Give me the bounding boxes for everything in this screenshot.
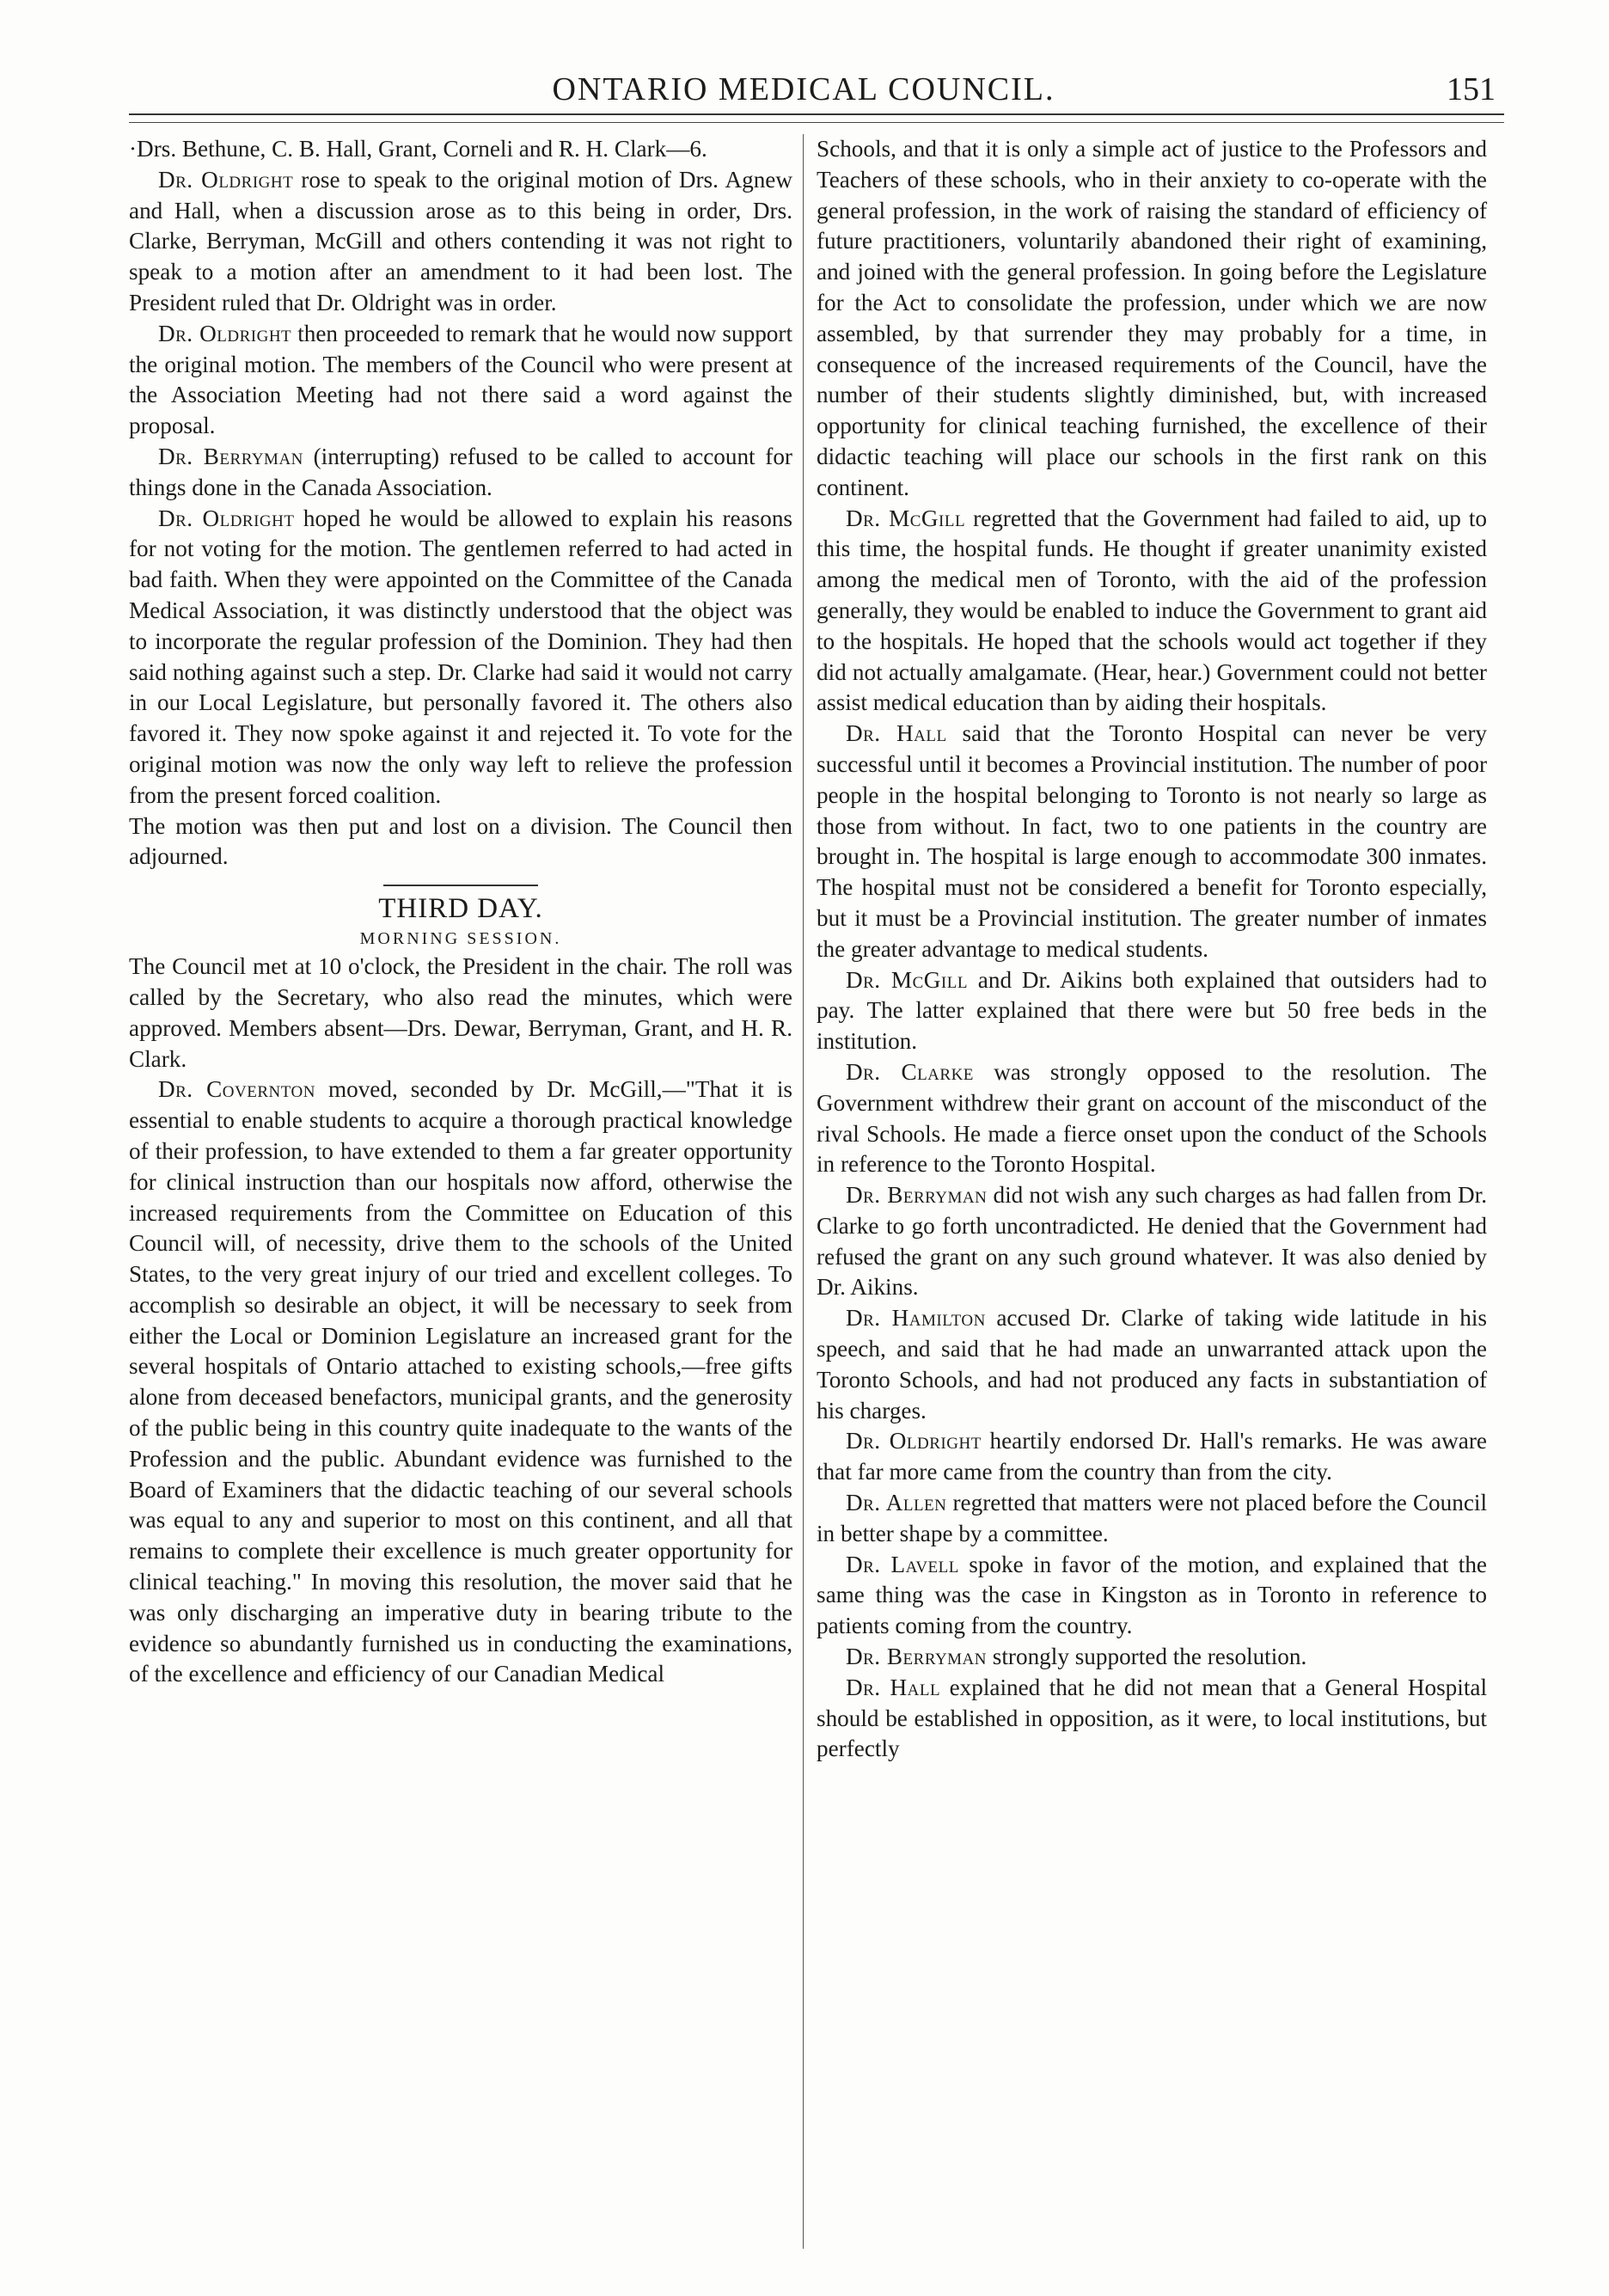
speaker-name: Dr. Hall <box>846 1674 941 1700</box>
paragraph-text: did not wish any such charges as had fallen from Dr. Clarke to go forth uncontradicted. He denied that the Government had refused the grant on any such ground whatever. It was also denied by Dr. Aikins. <box>817 1182 1487 1301</box>
left-column <box>129 134 792 1690</box>
paragraph-text: and Dr. Aikins both explained that outsiders had to pay. The latter explained that there were but 50 free beds in the institution. <box>817 966 1487 1055</box>
speaker-name: Dr. Berryman <box>158 443 303 469</box>
paragraph <box>817 965 1487 1057</box>
speaker-name: Dr. Allen <box>846 1490 947 1516</box>
paragraph <box>817 504 1487 719</box>
paragraph-text: regretted that the Government had failed to aid, up to this time, the hospital funds. He thought if greater unanimity existed among the medical men of Toronto, with the aid of the profession generally, they would be enabled to induce the Government to grant aid to the hospitals. He hoped that the schools would act together if they did not actually amalgamate. (Hear, hear.) Government could not better assist medical education than by aiding their hospitals. <box>817 505 1488 716</box>
paragraph <box>129 134 792 165</box>
paragraph-text: heartily endorsed Dr. Hall's remarks. He was aware that far more came from the country than from the city. <box>817 1428 1487 1485</box>
section-heading: THIRD DAY. <box>378 893 543 925</box>
paragraph-text: then proceeded to remark that he would now support the original motion. The members of the Council who were present at the Association Meeting had not there said a word against the proposal. <box>129 320 792 439</box>
speaker-name: Dr. Berryman <box>846 1182 988 1209</box>
paragraph <box>129 165 792 319</box>
right-column <box>817 134 1487 1765</box>
speaker-name: Dr. Lavell <box>846 1551 959 1577</box>
paragraph <box>129 811 792 873</box>
paragraph <box>817 1642 1487 1673</box>
header-rule-thin <box>129 122 1504 123</box>
paragraph-text: (interrupting) refused to be called to account for things done in the Canada Association. <box>129 443 792 500</box>
running-head <box>112 67 1496 119</box>
speaker-name: Dr. Covernton <box>158 1076 315 1103</box>
speaker-name: Dr. Oldright <box>158 505 295 531</box>
paragraph-text: spoke in favor of the motion, and explained that the same thing was the case in Kingston as in Toronto in reference to patients coming from the country. <box>817 1551 1487 1639</box>
paragraph-text: Schools, and that it is only a simple act of justice to the Professors and Teachers of these schools, who in their anxiety to co-operate with the general profession, in the work of raising the standard of efficiency of future practitioners, voluntarily abandoned their right of examining, and joined with the general profession. In going before the Legislature for the Act to consolidate the profession, under which we are now assembled, by that surrender they may probably for a time, in consequence of the increased requirements of the Council, have the number of their students slightly diminished, but, with increased opportunity for clinical teaching furnished, the excellence of their didactic teaching will place our schools in the first rank on this continent. <box>817 136 1487 500</box>
section-rule <box>383 885 538 886</box>
paragraph-text: was strongly opposed to the resolution. The Government withdrew their grant on account of the misconduct of the rival Schools. He made a fierce onset upon the conduct of the Schools in reference to the Toronto Hospital. <box>817 1058 1487 1178</box>
paragraph <box>817 1057 1487 1180</box>
paragraph-text: explained that he did not mean that a General Hospital should be established in opposition, as it were, to local institutions, but perfectly <box>817 1674 1487 1762</box>
paragraph-text: accused Dr. Clarke of taking wide latitude in his speech, and said that he had made an unwarranted attack upon the Toronto Schools, and had not produced any facts in substantiation of his charges. <box>817 1305 1487 1424</box>
left-paragraphs <box>129 134 792 872</box>
paragraph <box>817 1673 1487 1765</box>
speaker-name: Dr. Oldright <box>158 166 294 193</box>
paragraph <box>129 504 792 811</box>
right-paragraphs <box>817 134 1487 1765</box>
paragraph-text: The Council met at 10 o'clock, the President in the chair. The roll was called by the Secretary, who also read the minutes, which were approved. Members absent—Drs. Dewar, Berryman, Grant, and H. R. Clark. <box>129 953 792 1072</box>
paragraph <box>129 319 792 442</box>
running-title: ONTARIO MEDICAL COUNCIL. <box>552 71 1055 107</box>
paragraph-text: regretted that matters were not placed before the Council in better shape by a committee. <box>817 1490 1487 1546</box>
paragraph <box>129 442 792 504</box>
paragraph <box>817 1488 1487 1550</box>
speaker-name: Dr. Berryman <box>846 1644 987 1670</box>
speaker-name: Dr. Oldright <box>158 320 292 346</box>
paragraph <box>817 134 1487 504</box>
paragraph <box>817 1180 1487 1303</box>
paragraph-text: moved, seconded by Dr. McGill,—"That it is essential to enable students to acquire a thorough practical knowledge of their profession, to have extended to them a far greater opportunity for clinical instruction than our hospitals now afford, otherwise the increased requirements from the Committee on Education of this Council will, of necessity, drive them to the schools of the United States, to the very great injury of our tried and excellent colleges. To accomplish so desirable an object, it will be necessary to seek from either the Local or Dominion Legislature an increased grant for the several hospitals of Ontario attached to existing schools,—free gifts alone from deceased benefactors, municipal grants, and the generosity of the public being in this country quite inadequate to the wants of the Profession and the public. Abundant evidence was furnished to the Board of Examiners that the didactic teaching of our several schools was equal to any and superior to most on this continent, and all that remains to complete their excellence is much greater opportunity for clinical teaching." In moving this resolution, the mover said that he was only discharging an imperative duty in bearing tribute to the evidence so abundantly furnished us in conducting the examinations, of the excellence and efficiency of our Canadian Medical <box>129 1076 792 1687</box>
speaker-name: Dr. Clarke <box>846 1058 974 1085</box>
left-paragraphs-continued <box>129 952 792 1690</box>
paragraph <box>817 1303 1487 1426</box>
header-rule <box>129 113 1504 115</box>
speaker-name: Dr. McGill <box>846 966 968 993</box>
paragraph-text: strongly supported the resolution. <box>987 1644 1307 1670</box>
paragraph <box>817 719 1487 964</box>
paragraph-text: hoped he would be allowed to explain his reasons for not voting for the motion. The gentlemen referred to had acted in bad faith. When they were appointed on the Committee of the Canada Medical Association, it was distinctly understood that the object was to incorporate the regular profession of the Dominion. They had then said nothing against such a step. Dr. Clarke had said it would not carry in our Local Legislature, but personally favored it. The others also favored it. They now spoke against it and rejected it. To vote for the original motion was now the only way left to relieve the profession from the present forced coalition. <box>129 505 792 808</box>
page-number: 151 <box>1447 71 1496 107</box>
paragraph-text: ·Drs. Bethune, C. B. Hall, Grant, Corneli and R. H. Clark—6. <box>129 136 707 162</box>
speaker-name: Dr. Hall <box>846 720 947 747</box>
paragraph <box>817 1426 1487 1488</box>
speaker-name: Dr. McGill <box>846 505 966 531</box>
paragraph <box>817 1550 1487 1642</box>
speaker-name: Dr. Hamilton <box>846 1305 986 1332</box>
paragraph <box>129 1075 792 1690</box>
speaker-name: Dr. Oldright <box>846 1428 982 1454</box>
paragraph-text: The motion was then put and lost on a division. The Council then adjourned. <box>129 812 792 870</box>
section-subheading: MORNING SESSION. <box>359 929 562 949</box>
paragraph-text: said that the Toronto Hospital can never be very successful until it becomes a Provincial institution. The number of poor people in the hospital belonging to Toronto is not nearly so large as those from without. In fact, two to one patients in the country are brought in. The hospital is large enough to accommodate 300 inmates. The hospital must not be considered a benefit for Toronto especially, but it must be a Provincial institution. The greater number of inmates the greater advantage to medical students. <box>817 720 1487 962</box>
column-divider <box>803 134 804 2249</box>
paragraph <box>129 952 792 1075</box>
paragraph-text: rose to speak to the original motion of Drs. Agnew and Hall, when a discussion arose as to this being in order, Drs. Clarke, Berryman, McGill and others contending it was not right to speak to a motion after an amendment to it had been lost. The President ruled that Dr. Oldright was in order. <box>129 166 792 315</box>
